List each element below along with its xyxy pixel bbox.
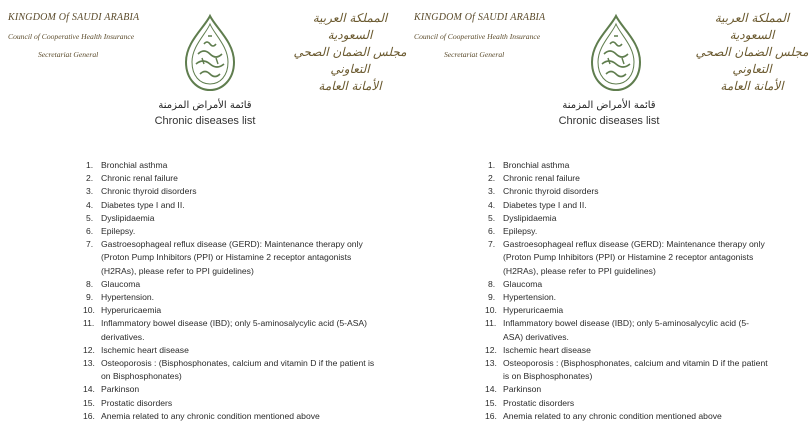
- english-letterhead: [8, 12, 139, 59]
- list-item: 3. Chronic thyroid disorders: [86, 186, 197, 197]
- list-item: 7. Gastroesophageal reflux disease (GERD): Maintenance therapy only (Proton Pump Inhibitors (PPI) or Histamine 2 receptor antagonists (H2RAs), please refer to PPI guidelines): [86, 239, 363, 276]
- title-english: Chronic diseases list: [558, 115, 660, 127]
- list-item: 15. Prostatic disorders: [83, 397, 173, 408]
- list-item: 4. Diabetes type I and II.: [86, 199, 185, 210]
- secretariat-name: Secretariat General: [38, 50, 99, 59]
- arabic-secretariat-name: الأمانة العامة: [720, 79, 784, 93]
- list-item: 12. Ischemic heart disease: [83, 344, 189, 355]
- arabic-country-name: المملكة العربية السعودية: [714, 11, 790, 42]
- council-name: Council of Cooperative Health Insurance: [8, 32, 135, 41]
- arabic-council-name: مجلس الضمان الصحي التعاوني: [695, 45, 809, 76]
- secretariat-name: Secretariat General: [444, 50, 505, 59]
- english-letterhead: [414, 12, 545, 59]
- list-item: 3. Chronic thyroid disorders: [488, 186, 599, 197]
- list-item: 14. Parkinson: [83, 384, 140, 395]
- chronic-diseases-list: [83, 159, 376, 423]
- list-item: 15. Prostatic disorders: [485, 397, 575, 408]
- title-arabic: قائمة الأمراض المزمنة: [562, 100, 656, 111]
- arabic-country-name: المملكة العربية السعودية: [312, 11, 388, 42]
- list-item: 16. Anemia related to any chronic condition mentioned above: [83, 410, 320, 421]
- arabic-council-name: مجلس الضمان الصحي التعاوني: [293, 45, 407, 76]
- list-item: 13. Osteoporosis : (Bisphosphonates, calcium and vitamin D if the patient is on Bisphosphonates): [83, 358, 375, 382]
- list-item: 14. Parkinson: [485, 384, 542, 395]
- list-item: 5. Dyslipidaemia: [86, 212, 155, 223]
- arabic-secretariat-name: الأمانة العامة: [318, 79, 382, 93]
- list-item: 4. Diabetes type I and II.: [488, 199, 587, 210]
- list-item: 11. Inflammatory bowel disease (IBD); only 5-aminosalycylic acid (5-ASA) derivatives.: [485, 318, 749, 342]
- council-name: Council of Cooperative Health Insurance: [414, 32, 541, 41]
- list-item: 1. Bronchial asthma: [488, 160, 570, 170]
- council-logo: [178, 14, 242, 94]
- country-name: KINGDOM Of SAUDI ARABIA: [414, 12, 546, 23]
- list-item: 5. Dyslipidaemia: [488, 212, 557, 223]
- list-item: 9. Hypertension.: [86, 292, 155, 303]
- country-name: KINGDOM Of SAUDI ARABIA: [8, 12, 140, 23]
- list-item: 10. Hyperuricaemia: [485, 305, 564, 316]
- list-item: 9. Hypertension.: [488, 292, 557, 303]
- council-logo: [584, 14, 648, 94]
- list-item: 10. Hyperuricaemia: [83, 305, 162, 316]
- list-item: 1. Bronchial asthma: [86, 160, 168, 170]
- arabic-letterhead: [290, 10, 410, 95]
- list-item: 8. Glaucoma: [86, 278, 141, 289]
- list-item: 8. Glaucoma: [488, 278, 543, 289]
- chronic-diseases-list: [485, 159, 768, 423]
- title-arabic: قائمة الأمراض المزمنة: [158, 100, 252, 111]
- title-english: Chronic diseases list: [154, 115, 256, 127]
- list-item: 11. Inflammatory bowel disease (IBD); only 5-aminosalycylic acid (5-ASA) derivatives.: [83, 318, 368, 342]
- list-item: 12. Ischemic heart disease: [485, 344, 591, 355]
- list-item: 2. Chronic renal failure: [488, 173, 580, 184]
- list-item: 6. Epilepsy.: [86, 226, 136, 237]
- list-item: 2. Chronic renal failure: [86, 173, 178, 184]
- list-item: 13. Osteoporosis : (Bisphosphonates, calcium and vitamin D if the patient is on Bisphosphonates): [485, 358, 768, 382]
- document-page-right: [404, 0, 809, 433]
- arabic-letterhead: [692, 10, 812, 95]
- list-item: 7. Gastroesophageal reflux disease (GERD): Maintenance therapy only (Proton Pump Inhibitors (PPI) or Histamine 2 receptor antagonists (H2RAs), please refer to PPI guidelines): [488, 239, 765, 276]
- list-item: 6. Epilepsy.: [488, 226, 538, 237]
- list-item: 16. Anemia related to any chronic condition mentioned above: [485, 410, 722, 421]
